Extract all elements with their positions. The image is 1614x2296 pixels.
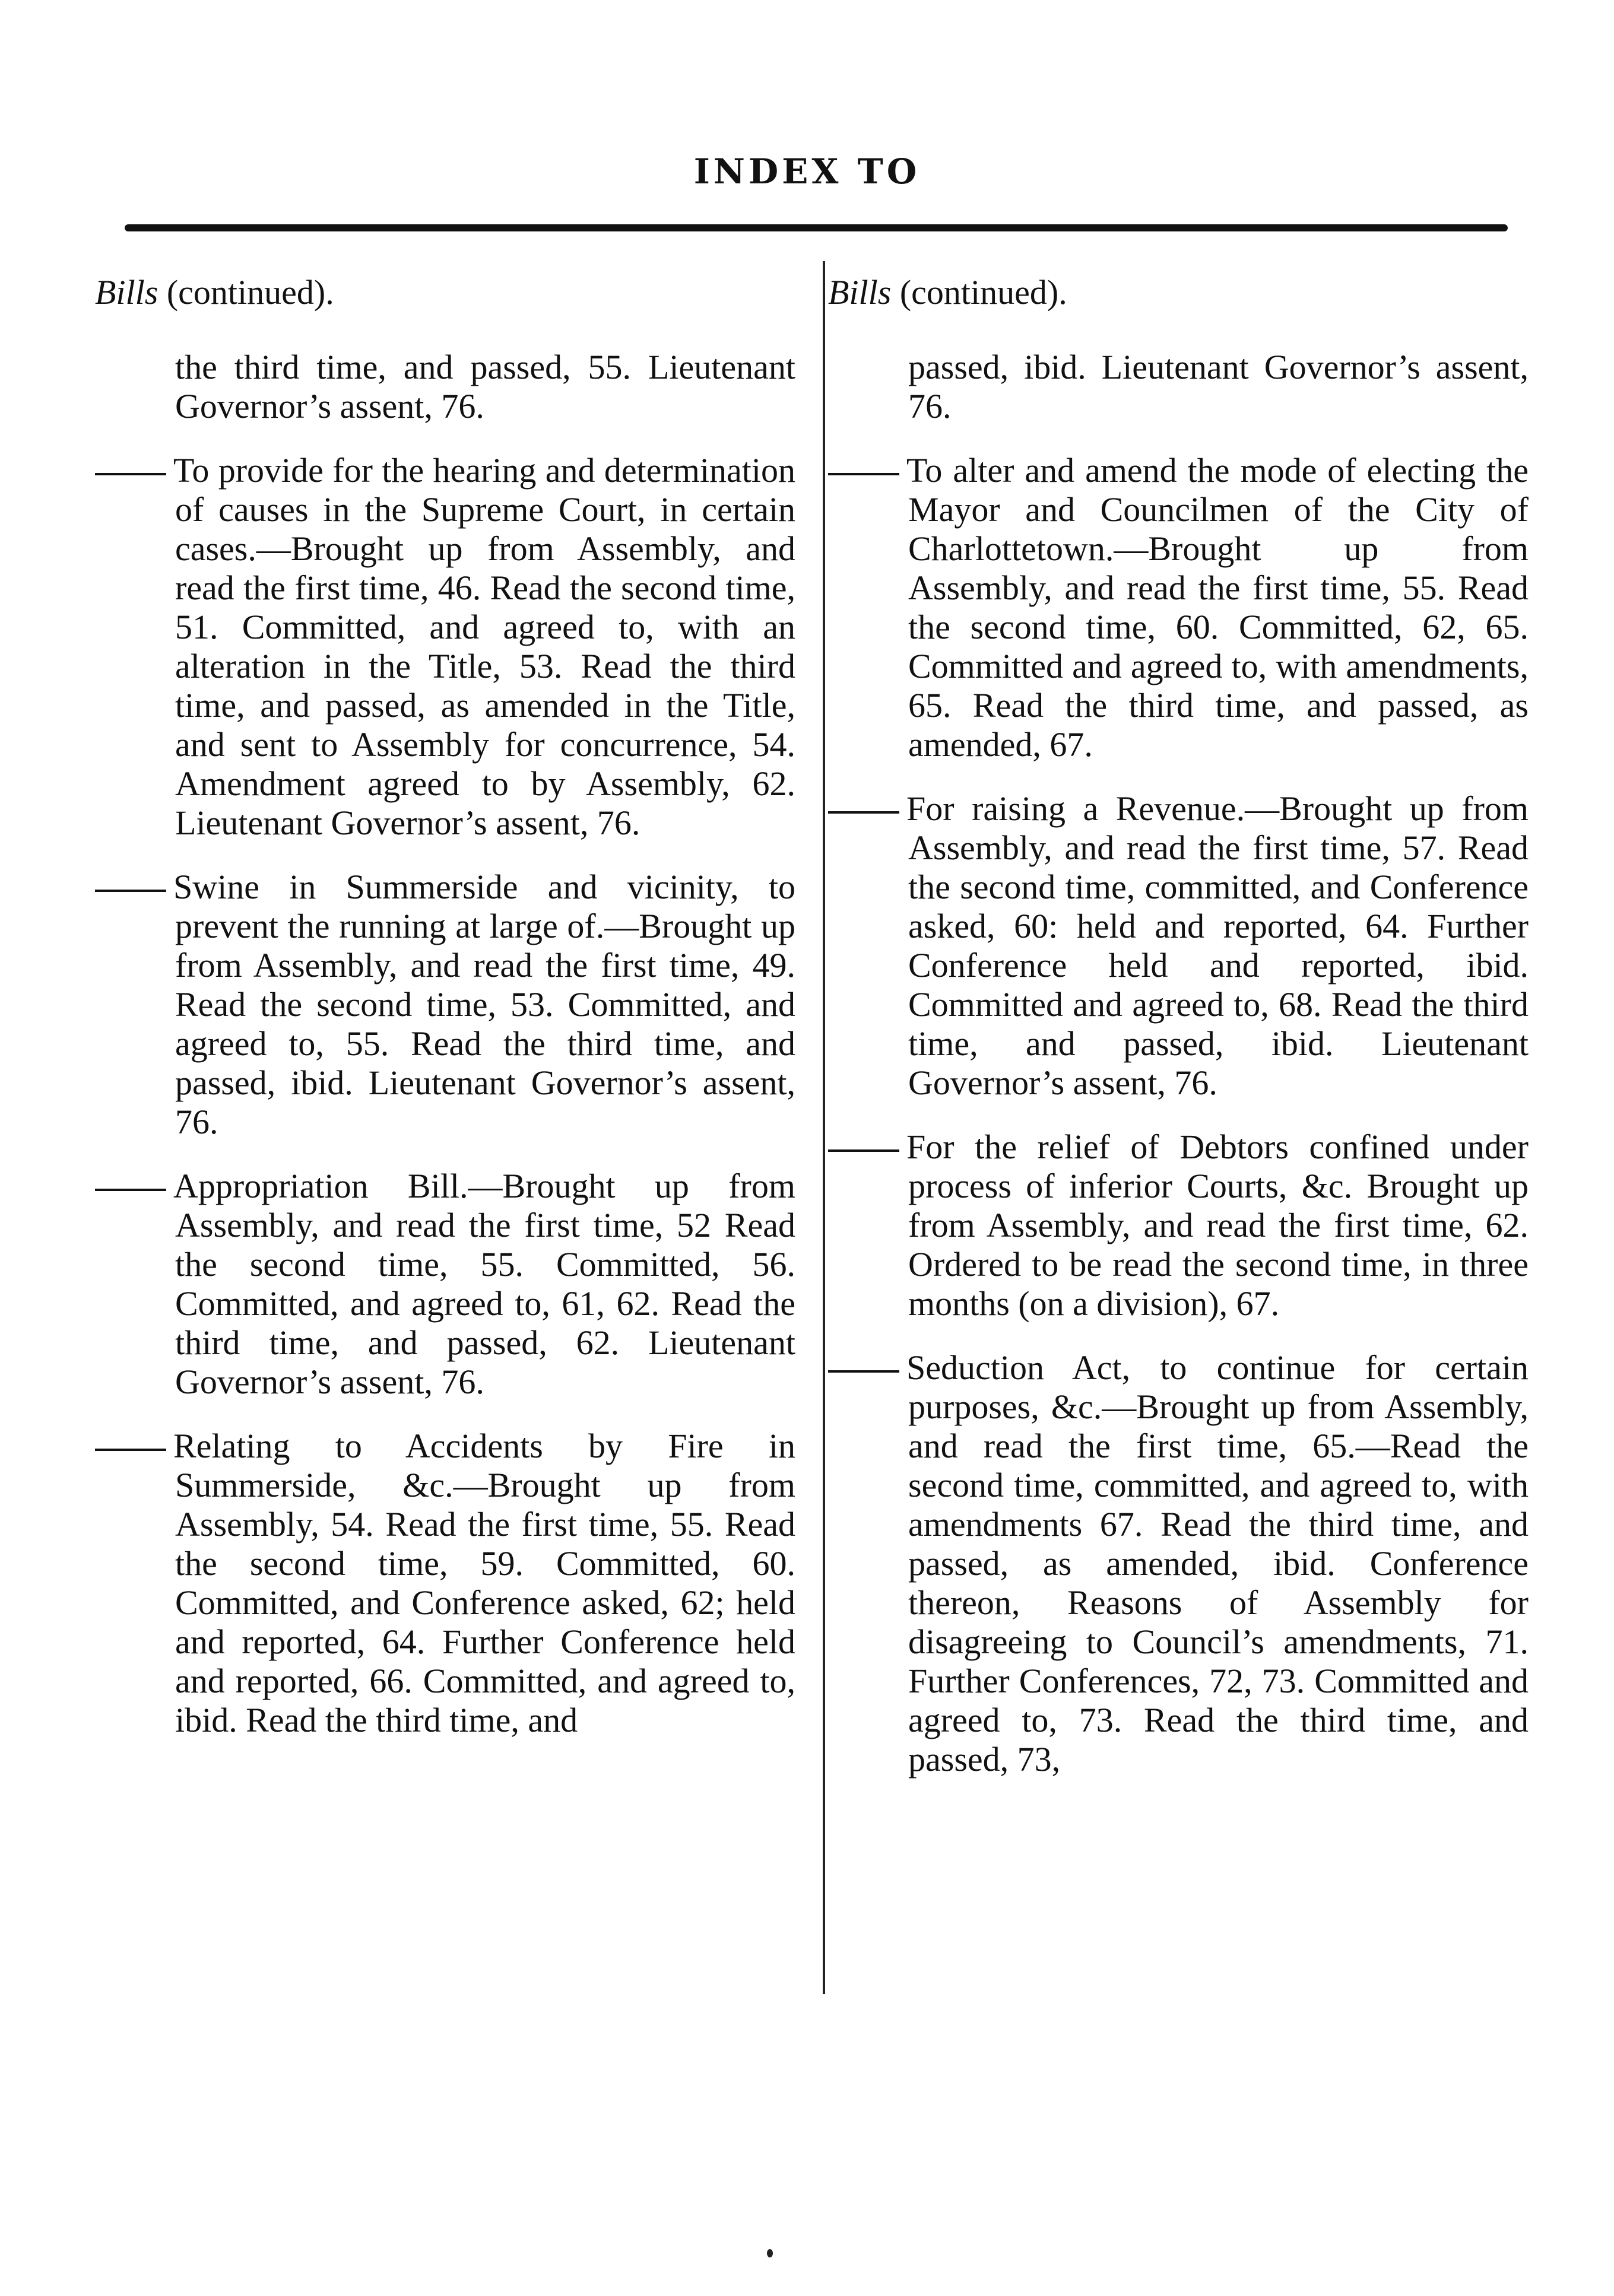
- right-heading-word: Bills: [828, 273, 892, 312]
- ditto-dash: [95, 1449, 166, 1451]
- running-head-title: INDEX TO: [693, 151, 921, 192]
- entry-text: the third time, and passed, 55. Lieutenant Governor’s assent, 76.: [175, 348, 795, 425]
- ditto-dash: [828, 1149, 899, 1152]
- right-column-heading: [828, 273, 1529, 312]
- entry-text: Seduction Act, to continue for certain purposes, &c.—Brought up from Assembly, and read the first time, 65.—Read the second time, committed, and agreed to, with amendments 67. Read the third time, and passed, as amended, ibid. Conference thereon, Reasons of Assembly for disagreeing to Council’s amendments, 71. Further Conferences, 72, 73. Committed and agreed to, 73. Read the third time, and passed, 73,: [906, 1348, 1529, 1779]
- entry-text: To alter and amend the mode of electing the Mayor and Councilmen of the City of Charlottetown.—Brought up from Assembly, and read the first time, 55. Read the second time, 60. Committed, 62, 65. Committed and agreed to, with amendments, 65. Read the third time, and passed, as amended, 67.: [906, 451, 1529, 764]
- index-entry: [95, 1167, 795, 1402]
- entry-text: Appropriation Bill.—Brought up from Assembly, and read the first time, 52 Read the second time, 55. Committed, 56. Committed, and agreed to, 61, 62. Read the third time, and passed, 62. Lieutenant Governor’s assent, 76.: [173, 1167, 795, 1401]
- left-heading-word: Bills: [95, 273, 158, 312]
- index-entry: [828, 451, 1529, 764]
- ditto-dash: [828, 1370, 899, 1373]
- column-divider: [823, 261, 825, 1994]
- entry-text: For the relief of Debtors confined under process of inferior Courts, &c. Brought up from Assembly, and read the first time, 62. Ordered to be read the second time, in three months (on a division), 67.: [906, 1128, 1529, 1323]
- left-heading-rest: (continued).: [158, 273, 334, 312]
- head-rule: [125, 224, 1508, 231]
- ditto-dash: [828, 473, 899, 475]
- left-column-heading: [95, 273, 795, 312]
- index-entry: [95, 451, 795, 843]
- index-entry: [95, 868, 795, 1142]
- index-entry: [95, 1427, 795, 1740]
- ditto-dash: [95, 890, 166, 892]
- ditto-dash: [95, 1189, 166, 1191]
- entry-text: passed, ibid. Lieutenant Governor’s assent, 76.: [908, 348, 1529, 425]
- index-entry: [828, 1348, 1529, 1779]
- entry-text: Swine in Summerside and vicinity, to prevent the running at large of.—Brought up from Assembly, and read the first time, 49. Read the second time, 53. Committed, and agreed to, 55. Read the third time, and passed, ibid. Lieutenant Governor’s assent, 76.: [173, 868, 795, 1141]
- ditto-dash: [828, 811, 899, 814]
- left-column: [95, 273, 795, 1765]
- right-column: [828, 273, 1529, 1804]
- ditto-dash: [95, 473, 166, 475]
- index-entry: [828, 1128, 1529, 1323]
- index-entry: [95, 348, 795, 426]
- entry-text: To provide for the hearing and determination of causes in the Supreme Court, in certain cases.—Brought up from Assembly, and read the first time, 46. Read the second time, 51. Committed, and agreed to, with an alteration in the Title, 53. Read the third time, and passed, as amended in the Title, and sent to Assembly for concurrence, 54. Amendment agreed to by Assembly, 62. Lieutenant Governor’s assent, 76.: [173, 451, 795, 842]
- right-heading-rest: (continued).: [891, 273, 1067, 312]
- footer-ink-mark: [767, 2249, 773, 2257]
- index-entry: [828, 348, 1529, 426]
- entry-text: Relating to Accidents by Fire in Summerside, &c.—Brought up from Assembly, 54. Read the first time, 55. Read the second time, 59. Committed, 60. Committed, and Conference asked, 62; held and reported, 64. Further Conference held and reported, 66. Committed, and agreed to, ibid. Read the third time, and: [173, 1427, 795, 1739]
- entry-text: For raising a Revenue.—Brought up from Assembly, and read the first time, 57. Read the second time, committed, and Conference asked, 60: held and reported, 64. Further Conference held and reported, ibid. Committed and agreed to, 68. Read the third time, and passed, ibid. Lieutenant Governor’s assent, 76.: [906, 789, 1529, 1102]
- index-entry: [828, 789, 1529, 1103]
